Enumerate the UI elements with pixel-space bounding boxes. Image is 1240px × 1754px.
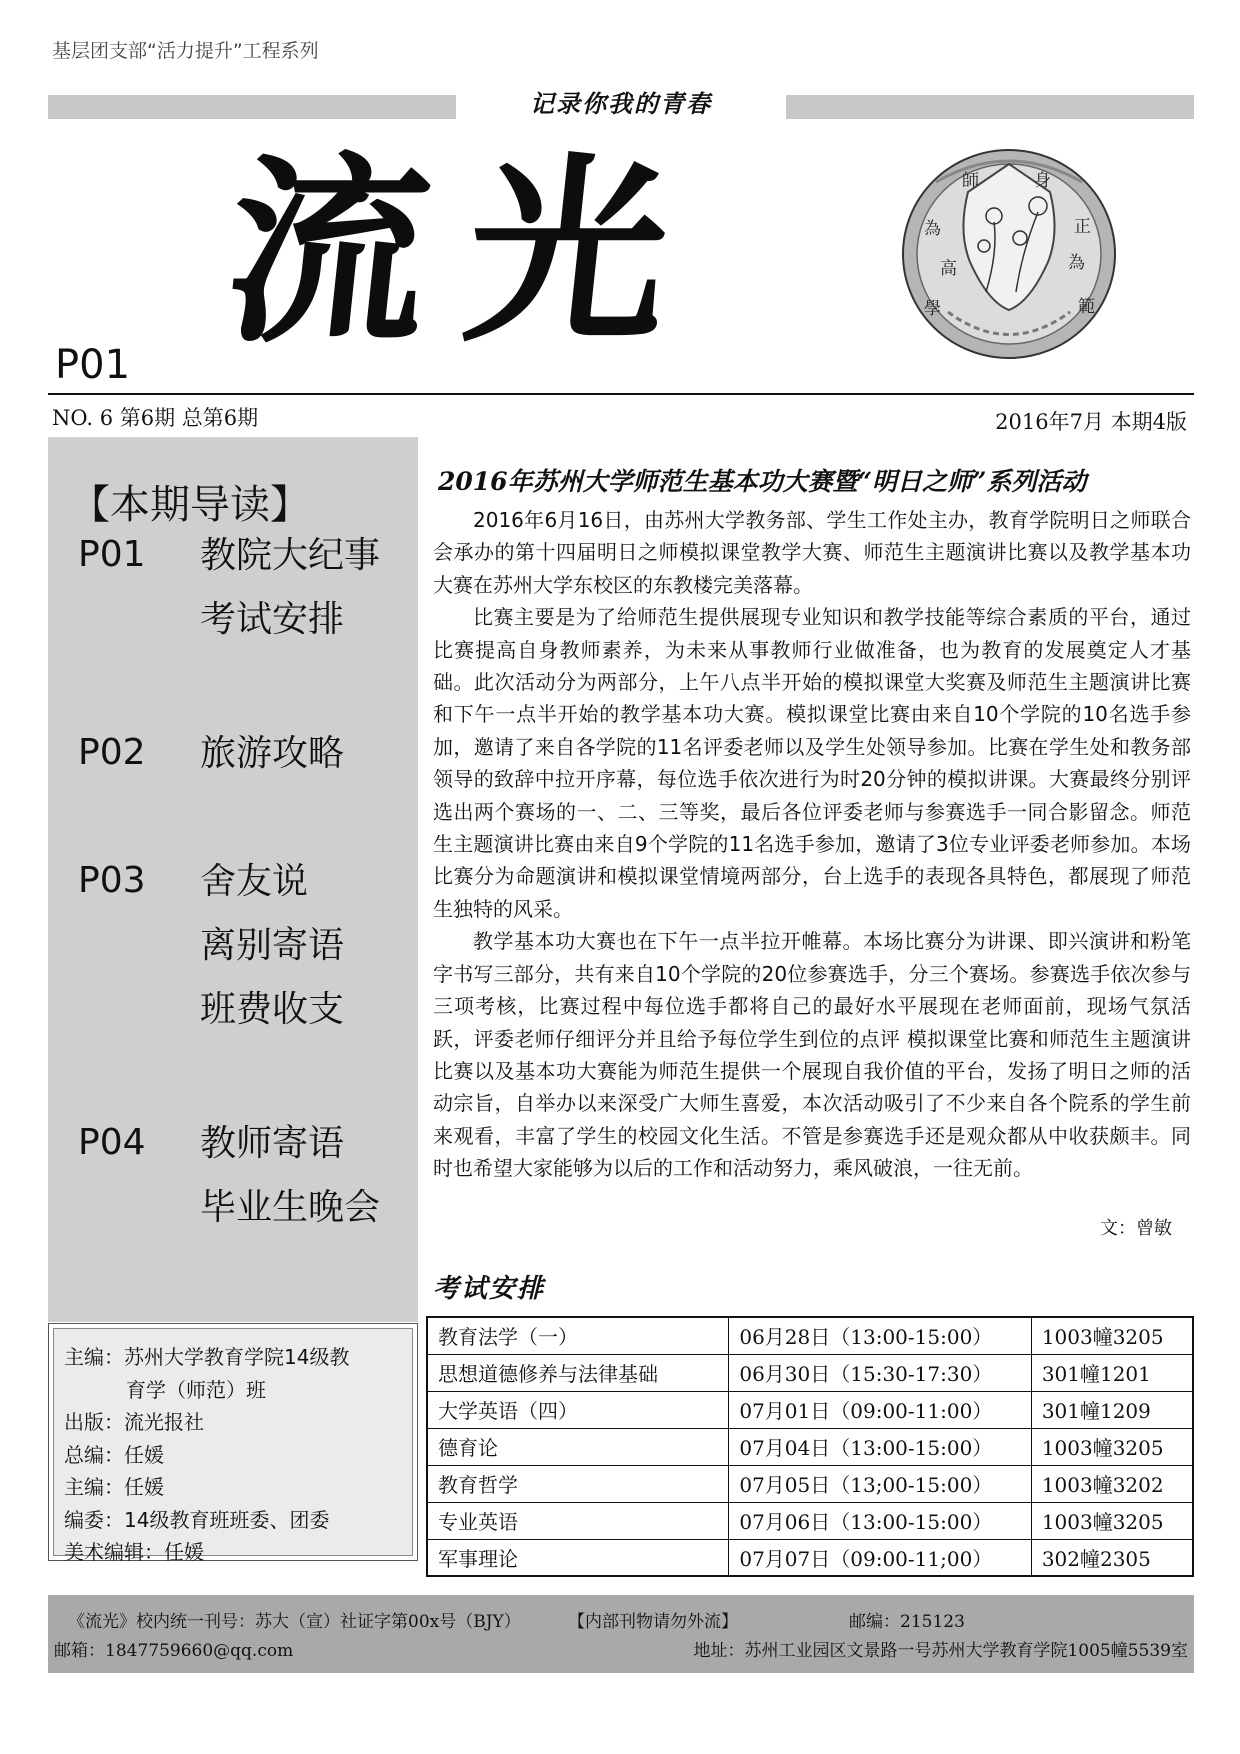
footer-bar [48,1595,1194,1673]
exam-time: 07月01日（09:00-11:00） [729,1391,1031,1428]
toc-title: 【本期导读】 [70,482,310,528]
exam-room: 301幢1209 [1031,1391,1193,1428]
school-seal-emblem [898,142,1120,364]
toc-page: P03 [78,860,146,901]
exam-schedule-table [426,1316,1194,1577]
credits-line: 总编：任媛 [64,1442,164,1467]
exam-room: 1003幢3205 [1031,1502,1193,1539]
article-paragraph: 比赛主要是为了给师范生提供展现专业知识和教学技能等综合素质的平台，通过比赛提高自身教师素养，为未来从事教师行业做准备，也为教育的发展奠定人才基础。此次活动分为两部分，上午八点半开始的模拟课堂大奖赛及师范生主题演讲比赛和下午一点半开始的教学基本功大赛。模拟课堂比赛由来自10个学院的10名选手参加，邀请了来自各学院的11名评委老师以及学生处领导参加。比赛在学生处和教务部领导的致辞中拉开序幕，每位选手依次进行为时20分钟的模拟讲课。大赛最终分别评选出两个赛场的一、二、三等奖，最后各位评委老师与参赛选手一同合影留念。师范生主题演讲比赛由来自9个学院的11名选手参加，邀请了3位专业评委老师参加。本场比赛分为命题演讲和模拟课堂情境两部分，台上选手的表现各具特色，都展现了师范生独特的风采。 [433,605,1191,921]
footer-notice: 【内部刊物请勿外流】 [568,1612,738,1632]
exam-time: 06月30日（15:30-17:30） [729,1354,1031,1391]
header-bar-left [48,95,456,119]
exam-room: 301幢1201 [1031,1354,1193,1391]
masthead-title [215,135,681,370]
toc-item[interactable]: 毕业生晚会 [200,1187,381,1228]
toc-item[interactable]: 舍友说 [200,861,309,902]
credits-line: 主编：任媛 [64,1475,164,1499]
table-row [427,1539,1193,1576]
exam-room: 302幢2305 [1031,1539,1193,1576]
exam-time: 07月06日（13:00-15:00） [729,1502,1031,1539]
credits-line: 育学（师范）班 [126,1377,266,1402]
exam-schedule-heading: 考试安排 [433,1274,546,1304]
exam-course: 教育哲学 [427,1465,729,1502]
issue-date: 2016年7月 本期4版 [995,410,1187,434]
article-title: 2016年苏州大学师范生基本功大赛暨“明日之师”系列活动 [438,467,1087,496]
issue-number: NO. 6 第6期 总第6期 [52,406,259,430]
toc-page: P04 [78,1122,146,1163]
header-bar-right [786,95,1194,119]
article-paragraph: 教学基本功大赛也在下午一点半拉开帷幕。本场比赛分为讲课、即兴演讲和粉笔字书写三部分，共有来自10个学院的20位参赛选手，分三个赛场。参赛选手依次参与三项考核，比赛过程中每位选手都将自己的最好水平展现在老师面前，现场气氛活跃，评委老师仔细评分并且给予每位学生到位的点评 模拟课堂比赛和师范生主题演讲比赛以及基本功大赛能为师范生提供一个展现自我价值的平台，发扬了明日之师的活动宗旨，自举办以来深受广大师生喜爱，本次活动吸引了不少来自各个院系的学生前来观看，丰富了学生的校园文化生活。不管是参赛选手还是观众都从中收获颇丰。同时也希望大家能够为以后的工作和活动努力，乘风破浪，一往无前。 [433,929,1191,1181]
exam-room: 1003幢3202 [1031,1465,1193,1502]
table-row [427,1428,1193,1465]
table-row [427,1391,1193,1428]
seal-char-3: 為 [924,219,941,239]
exam-course: 专业英语 [427,1502,729,1539]
toc-item[interactable]: 考试安排 [200,599,345,640]
exam-room: 1003幢3205 [1031,1428,1193,1465]
credits-line: 出版：流光报社 [64,1410,204,1434]
seal-char-1: 師 [962,171,979,191]
exam-time: 07月04日（13:00-15:00） [729,1428,1031,1465]
seal-char-6: 為 [1068,253,1085,273]
exam-course: 军事理论 [427,1539,729,1576]
footer-address: 地址：苏州工业园区文景路一号苏州大学教育学院1005幢5539室 [693,1641,1188,1661]
slogan: 记录你我的青春 [530,89,712,118]
table-row [427,1502,1193,1539]
credits-line: 主编：苏州大学教育学院14级教 [64,1345,350,1369]
article-author: 文：曾敏 [1100,1218,1172,1239]
seal-char-7: 學 [924,299,941,319]
seal-char-2: 身 [1034,171,1051,191]
exam-room: 1003幢3205 [1031,1317,1193,1354]
toc-item[interactable]: 教师寄语 [200,1123,345,1164]
exam-time: 07月05日（13;00-15:00） [729,1465,1031,1502]
page-number: P01 [55,342,131,388]
toc-page: P02 [78,732,146,773]
toc-item[interactable]: 离别寄语 [200,925,345,966]
toc-item[interactable]: 班费收支 [200,989,345,1030]
toc-sidebar [48,437,418,1322]
series-label: 基层团支部“活力提升”工程系列 [52,40,319,62]
credits-box [48,1323,418,1564]
table-row [427,1317,1193,1354]
exam-course: 思想道德修养与法律基础 [427,1354,729,1391]
footer-postcode: 邮编：215123 [849,1612,965,1632]
masthead-char-1: 流 [215,135,441,370]
exam-course: 大学英语（四） [427,1391,729,1428]
exam-time: 06月28日（13:00-15:00） [729,1317,1031,1354]
exam-time: 07月07日（09:00-11;00） [729,1539,1031,1576]
exam-course: 教育法学（一） [427,1317,729,1354]
exam-course: 德育论 [427,1428,729,1465]
table-row [427,1465,1193,1502]
header-rule [48,393,1194,395]
footer-email: 邮箱：1847759660@qq.com [54,1641,294,1661]
credits-line: 编委：14级教育班班委、团委 [64,1507,330,1532]
toc-item[interactable]: 教院大纪事 [200,535,381,576]
table-row [427,1354,1193,1391]
toc-page: P01 [78,534,146,575]
toc-item[interactable]: 旅游攻略 [200,733,345,774]
article-paragraph: 2016年6月16日，由苏州大学教务部、学生工作处主办，教育学院明日之师联合会承办的第十四届明日之师模拟课堂教学大赛、师范生主题演讲比赛以及教学基本功大赛在苏州大学东校区的东教楼完美落幕。 [433,508,1191,597]
seal-char-5: 高 [940,259,957,279]
credits-line: 美术编辑：任媛 [64,1540,204,1564]
masthead-char-2: 光 [455,135,681,370]
article-body [433,504,1191,1185]
seal-char-4: 正 [1074,217,1091,237]
footer-registration: 《流光》校内统一刊号：苏大（宣）社证字第00x号（BJY） [68,1612,521,1632]
seal-char-8: 範 [1078,297,1095,317]
